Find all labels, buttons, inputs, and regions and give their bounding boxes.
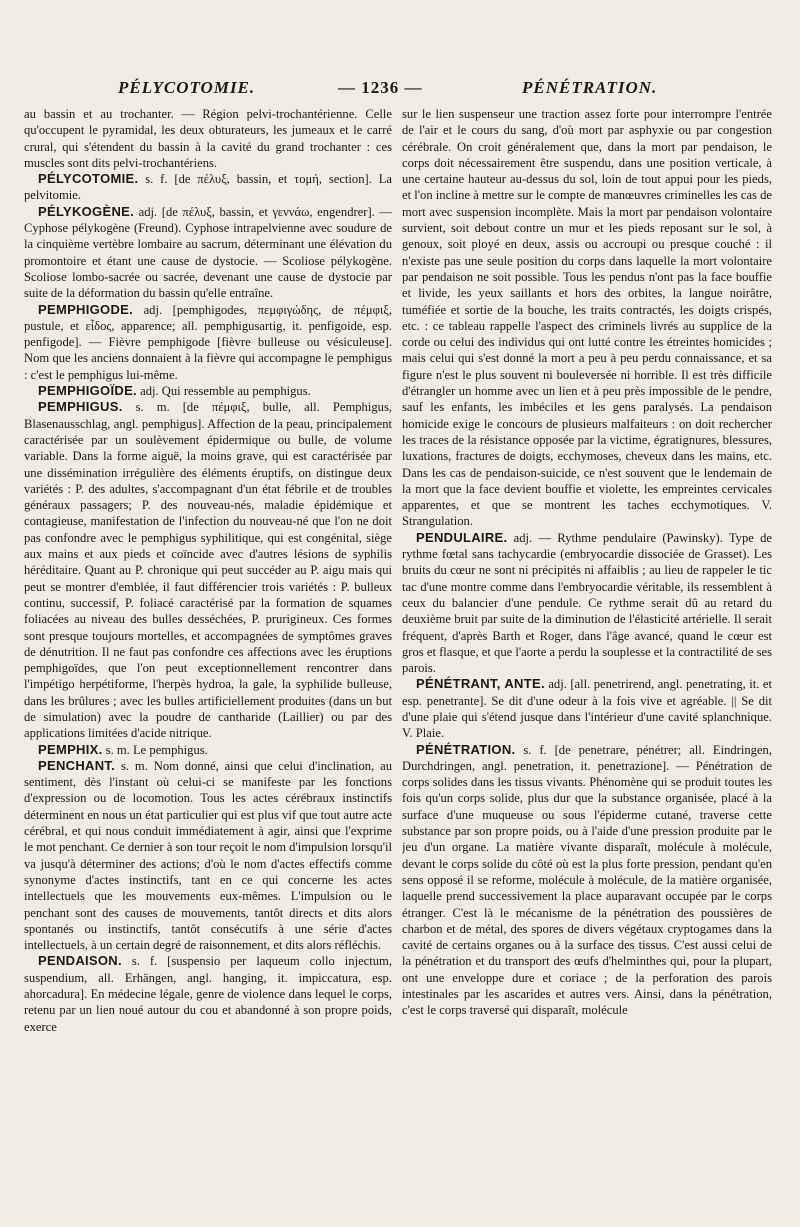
- entry: [24, 171, 392, 204]
- headword: PEMPHIGOÏDE.: [38, 383, 137, 399]
- entry: [24, 399, 392, 741]
- headword: PENDULAIRE.: [416, 529, 508, 545]
- headword: PEMPHIGUS.: [38, 399, 123, 415]
- entry-text: s. f. [de penetrare, pénétrer; all. Eindringen, Durchdringen, angl. penetration, it. penetrazione]. — Pénétration de corps solides dans les tissus vivants. Phénomène qui se produit toutes les fois qu'un corps solide, plus dur que la substance organisée, placé à la surface d'une muqueuse ou sous l'épiderme cutané, traverse cette substance par son propre poids, ou à l'aide d'une pression produite par le jeu d'un organe. La matière vivante disparaît, molécule à molécule, devant le corps solide du côté où est la plus forte pression, pendant qu'en sens opposé il se reforme, molécule à molécule, de la matière organisée, laquelle prend successivement la place auparavant occupée par le corps étranger. C'est là le mécanisme de la pénétration des poussières de charbon et de métal, des spores de divers végétaux cryptogames dans la cavité de certains organes ou à la surface des tissus. C'est aussi celui de la pénétration et du transport des œufs d'helminthes qui, pour la plupart, ont une enveloppe dure et coriace ; de la perforation des parois intestinales par les ascarides et autres vers. Ainsi, dans la pénétration, c'est le corps traversé qui disparaît, molécule: [402, 742, 772, 1018]
- entry: [402, 106, 772, 530]
- headword: PEMPHIX.: [38, 741, 103, 757]
- entry: [24, 204, 392, 302]
- entry-text: s. m. Nom donné, ainsi que celui d'inclination, au sentiment, dès l'instant où celui-ci se manifeste par les fonctions d'expression ou de locomotion. Tous les actes cérébraux instinctifs déterminent en nous un état particulier qui est plus vif que tout autre acte cérébral, et qui nous conduit immédiatement à agir, ainsi que l'exprime le mot penchant. Ce dernier à son tour reçoit le nom d'impulsion lorsqu'il va jusqu'à déterminer des actions; d'où le nom d'actes effectifs comme synonyme d'actes instinctifs, tant en ce qui concerne les actes intellectuels que les mouvements eux-mêmes. L'impulsion ou le penchant sont des causes de mouvements, tantôt directs et dits alors spontanés ou instinctifs, tantôt consécutifs à une série d'actes intellectuels, à un certain degré de raisonnement, et dits alors réfléchis.: [24, 758, 392, 953]
- headword: PÉNÉTRATION.: [416, 741, 516, 757]
- left-column: [24, 106, 392, 1206]
- headword: PEMPHIGODE.: [38, 301, 134, 317]
- entry: [24, 383, 392, 399]
- entry-text: adj. [de πέλυξ, bassin, et γεννάω, engendrer]. — Cyphose pélykogène (Freund). Cyphose intrapelvienne avec soudure de la cinquième vertèbre lombaire au sacrum, déterminant une élévation du promontoire et étant une cause de dystocie. — Scoliose pélykogène. Scoliose lombo-sacrée ou sacrée, devenant une cause de dystocie par suite de la déformation du bassin qu'elle entraîne.: [24, 204, 392, 301]
- entry-text: s. f. [suspensio per laqueum collo injectum, suspendium, all. Erhängen, angl. hanging, it. impiccatura, esp. ahorcadura]. En médecine légale, genre de violence dans lequel le corps, retenu par un lien noué autour du cou et abandonné à son propre poids, exerce: [24, 954, 392, 1034]
- entry: [402, 530, 772, 677]
- entry-text: au bassin et au trochanter. — Région pelvi-trochantérienne. Celle qu'occupent le pyramidal, les deux obturateurs, les jumeaux et le carré crural, qui s'étendent du bassin à la cavité du grand trochanter : ces muscles sont dits pelvi-trochantériens.: [24, 107, 392, 170]
- entry-text: adj. [all. penetrirend, angl. penetrating, it. et esp. penetrante]. Se dit d'une odeur à la fois vive et agréable. || Se dit d'une plaie qui s'étend jusque dans l'intérieur d'une cavité splanchnique. V. Plaie.: [402, 677, 772, 741]
- page-number: — 1236 —: [338, 78, 423, 97]
- headword: PENDAISON.: [38, 953, 122, 969]
- entry-text: s. m. [de πέμφιξ, bulle, all. Pemphigus, Blasenausschlag, angl. pemphigus]. Affection de la peau, principalement caractérisée par un soulèvement épidermique ou bulle, de volume variable. Dans la forme aiguë, la moins grave, qui est caractérisée par une dissémination irrégulière des éléments éruptifs, on distingue deux variétés : P. des adultes, s'accompagnant d'un état fébrile et de troubles généraux passagers; P. des nouveau-nés, maladie épidémique et contagieuse, manifestation de l'infection du nouveau-né que l'on ne doit pas confondre avec le pemphigus syphilitique, qui est congénital, siège aux mains et aux pieds et coïncide avec d'autres lésions de syphilis héréditaire. Quant au P. chronique qui peut succéder au P. aigu mais qui peut se montrer d'emblée, il faut différencier trois variétés : P. bulleux continu, successif, P. foliacé caractérisé par la formation de squames foliacées au niveau des bulles desséchées, P. prurigineux. Ces formes sont presque toujours mortelles, et accompagnées de symptômes graves de dénutrition. Il ne faut pas confondre ces affections avec les éruptions pemphigoïdes, que l'on peut exceptionnellement rencontrer dans l'impétigo herpétiforme, l'herpès hydroa, la gale, la syphilide bulleuse, dans les brûlures ; avec les bulles artificiellement produites (dans un but de simulation) avec la poudre de cantharide (Laillier) ou par des applications limitées d'acide nitrique.: [24, 400, 392, 741]
- entry: [24, 302, 392, 383]
- entry-text: adj. — Rythme pendulaire (Pawinsky). Type de rythme fœtal sans tachycardie (embryocardie dissociée de Grasset). Les bruits du cœur ne sont ni précipités ni affaiblis ; au lieu de rappeler le tic tac d'une montre comme dans l'embryocardie véritable, ils ressemblent à ceux du balancier d'une pendule. Ce rythme serait dû au retard du deuxième bruit par suite de la diminution de l'élasticité artérielle. Il serait fréquent, d'après Barth et Roger, dans l'âge avancé, quand le cœur est gros et flasque, et que l'aorte a perdu la souplesse et la contractilité de ses parois.: [402, 530, 772, 676]
- entry: [24, 742, 392, 758]
- header-left-word: PÉLYCOTOMIE.: [118, 78, 256, 97]
- entry: [402, 742, 772, 1019]
- entry-text: sur le lien suspenseur une traction assez forte pour interrompre l'entrée de l'air et le cours du sang, d'où mort par asphyxie ou par congestion cérébrale. On croit généralement que, dans la mort par pendaison, le corps doit nécessairement être suspendu, dans une position verticale, à une certaine hauteur au-dessus du sol, loin de tout appui pour les pieds, et l'on incline à mettre sur le compte de manœuvres criminelles les cas de mort avec suspension incomplète. Mais la mort par pendaison volontaire survient, soit debout contre un mur et les pieds reposant sur le sol, à genoux, soit ployé en deux, assis ou accroupi ou presque couché : il n'existe pas une seule position du corps dans laquelle la mort volontaire par pendaison ne soit possible. Tous les pendus n'ont pas la face bouffie et livide, les yeux saillants et hors des orbites, la langue noirâtre, tuméfiée et sortie de la bouche, les traits contractés, les doigts crispés, etc. : ce tableau rappelle l'aspect des criminels livrés au supplice de la corde ou celui des individus qui ont lutté contre les étreintes homicides ; mais celui qui s'est donné la mort a peu à peu perdu connaissance, et sa figure n'est le plus souvent ni bouleversée ni horrible. Il est très difficile d'étrangler un homme avec un lien et à peu près impossible de le pendre, sauf les enfants, les imbéciles et les gens paralysés. La pendaison homicide exige le concours de plusieurs malfaiteurs : on doit rechercher les traces de la résistance opposée par la victime, égratignures, blessures, luxations, fractures de doigts, ecchymoses, cheveux dans les mains, etc. Dans les cas de pendaison-suicide, ce n'est souvent que le lendemain de la mort que la face devient bouffie et violette, les empreintes cervicales apparentes, et que se montrent les taches ecchymotiques. V. Strangulation.: [402, 107, 772, 529]
- entry-text: s. m. Le pemphigus.: [102, 742, 208, 757]
- headword: PÉLYCOTOMIE.: [38, 171, 139, 187]
- entry-text: s. f. [de πέλυξ, bassin, et τομή, section]. La pelvitomie.: [24, 172, 392, 203]
- entry-text: adj. Qui ressemble au pemphigus.: [136, 384, 311, 399]
- entry: [402, 676, 772, 741]
- entry-text: adj. [pemphigodes, πεμφιγώδης, de πέμφιξ, pustule, et εἶδος, apparence; all. pemphigusartig, it. penfigoide, esp. penfigode]. — Fièvre pemphigode [fièvre bulleuse ou vésiculeuse]. Nom que les anciens donnaient à la fièvre qui accompagne le pemphigus : c'est le pemphigus lui-même.: [24, 302, 392, 382]
- headword: PENCHANT.: [38, 757, 116, 773]
- header-right-word: PÉNÉTRATION.: [522, 78, 658, 97]
- entry: [24, 953, 392, 1034]
- headword: PÉLYKOGÈNE.: [38, 203, 135, 219]
- entry: [24, 758, 392, 954]
- entry: [24, 106, 392, 171]
- right-column: [402, 106, 772, 1206]
- headword: PÉNÉTRANT, ANTE.: [416, 676, 545, 692]
- running-header: [0, 74, 800, 104]
